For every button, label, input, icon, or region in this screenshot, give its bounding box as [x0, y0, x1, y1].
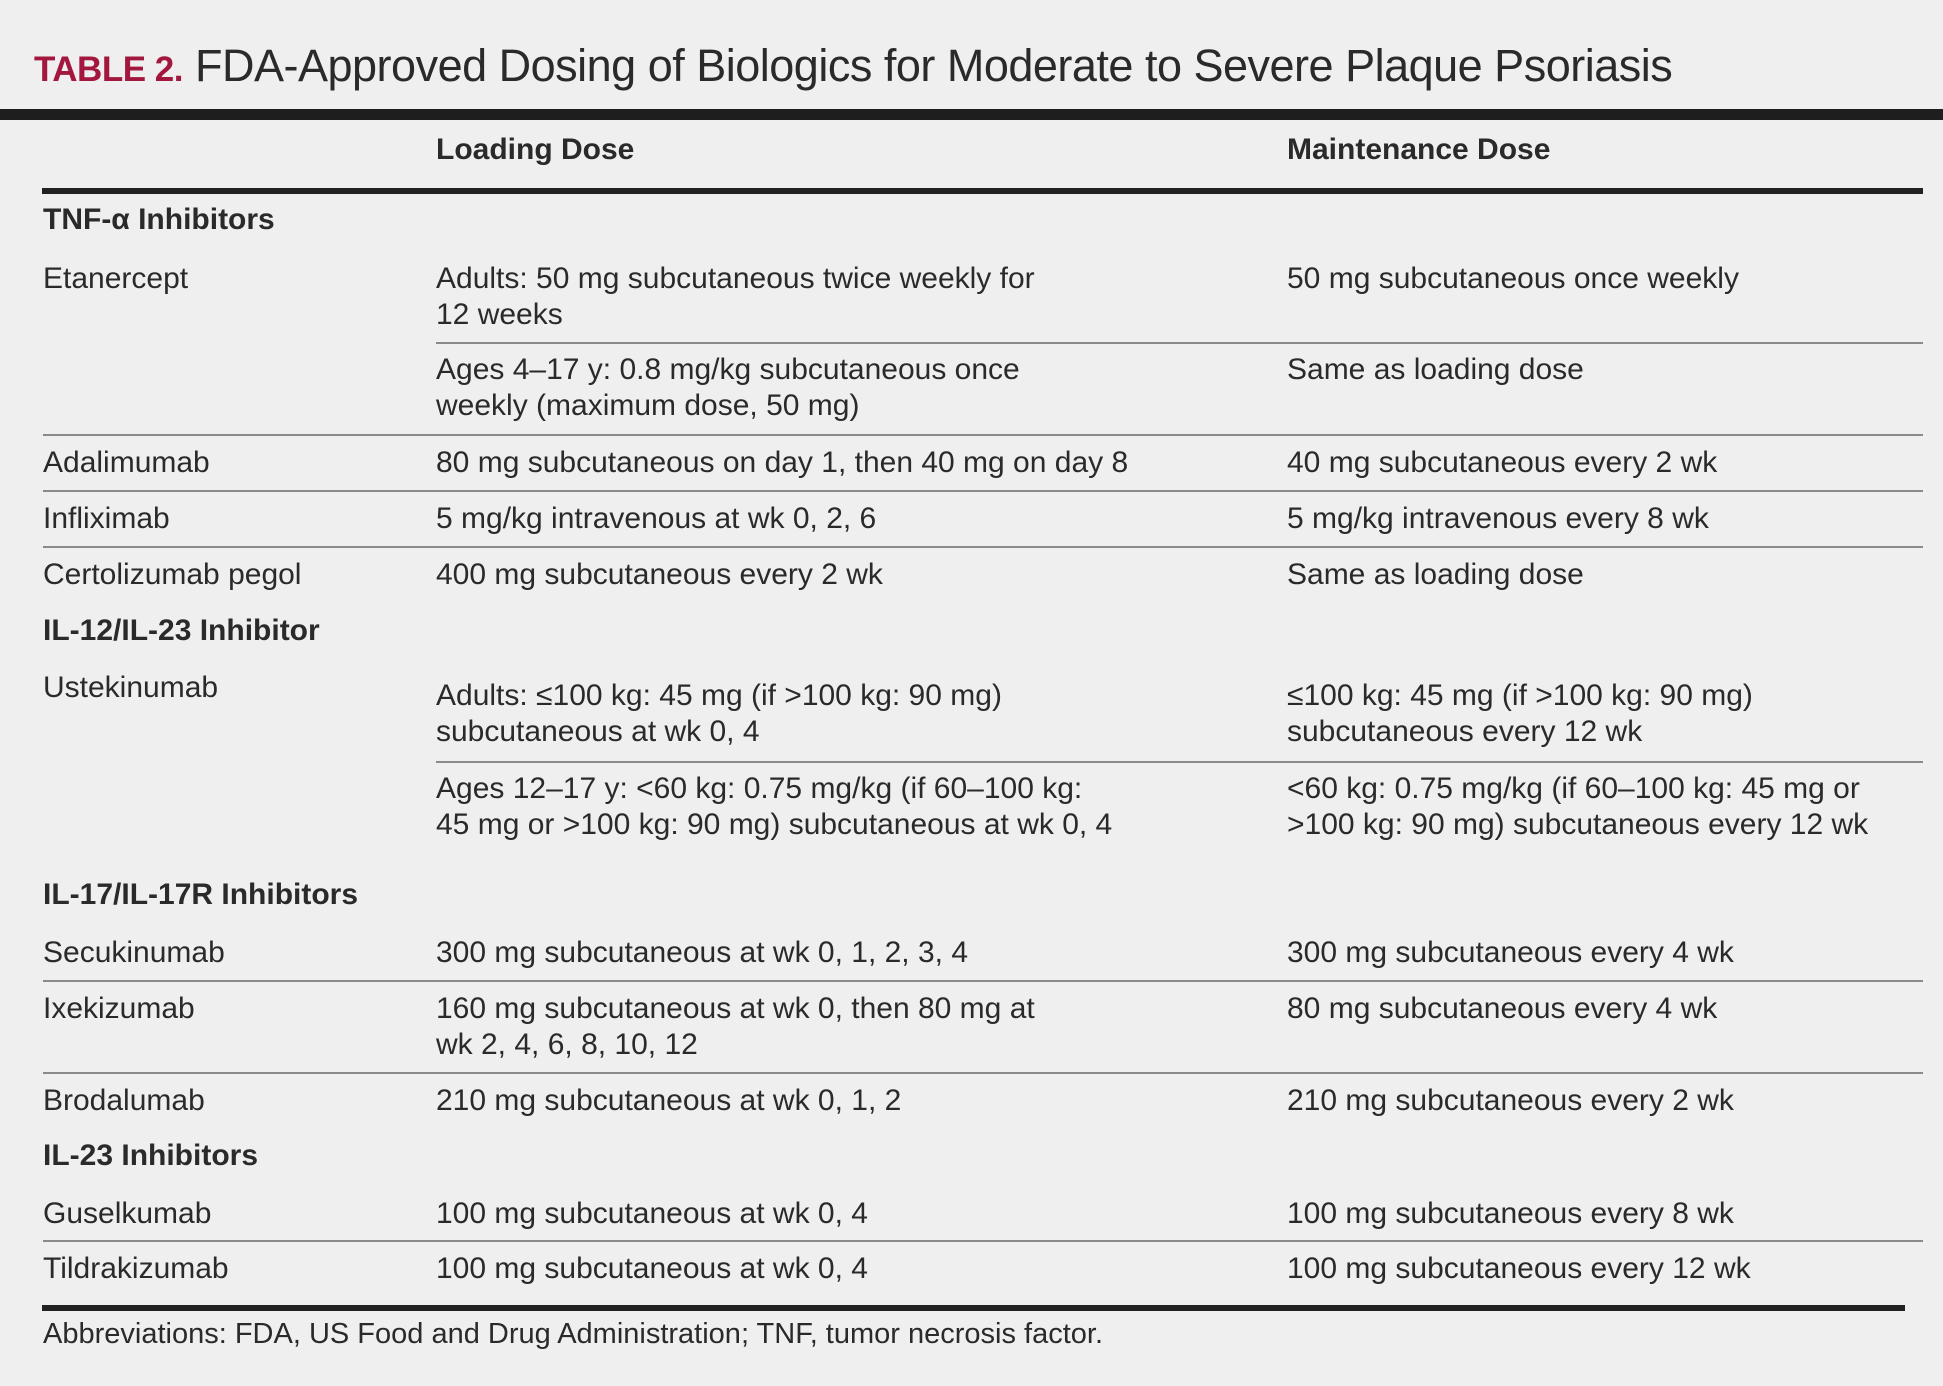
maintenance-dose: 100 mg subcutaneous every 8 wk: [1287, 1197, 1734, 1230]
group-tnf-inhibitors: TNF-α Inhibitors: [43, 203, 275, 236]
drug-name: Infliximab: [43, 502, 170, 535]
table-title-text: FDA-Approved Dosing of Biologics for Moderate to Severe Plaque Psoriasis: [195, 40, 1673, 91]
loading-dose: Ages 4–17 y: 0.8 mg/kg subcutaneous once weekly (maximum dose, 50 mg): [436, 353, 1020, 422]
maintenance-dose: ≤100 kg: 45 mg (if >100 kg: 90 mg) subcutaneous every 12 wk: [1287, 679, 1753, 748]
maintenance-dose: 100 mg subcutaneous every 12 wk: [1287, 1252, 1751, 1285]
top-rule: [0, 109, 1943, 120]
maintenance-dose: 50 mg subcutaneous once weekly: [1287, 262, 1739, 295]
drug-name: Tildrakizumab: [43, 1252, 229, 1285]
bottom-rule: [42, 1305, 1905, 1311]
loading-dose: 100 mg subcutaneous at wk 0, 4: [436, 1197, 868, 1230]
row-divider: [436, 342, 1923, 344]
drug-name: Secukinumab: [43, 936, 225, 969]
group-il17-inhibitors: IL-17/IL-17R Inhibitors: [43, 878, 359, 911]
loading-dose: 80 mg subcutaneous on day 1, then 40 mg on day 8: [436, 446, 1129, 479]
header-loading-dose: Loading Dose: [436, 133, 635, 166]
maintenance-dose: 80 mg subcutaneous every 4 wk: [1287, 992, 1718, 1025]
drug-name: Adalimumab: [43, 446, 210, 479]
loading-dose: 210 mg subcutaneous at wk 0, 1, 2: [436, 1084, 902, 1117]
drug-name: Ixekizumab: [43, 992, 195, 1025]
loading-dose: Ages 12–17 y: <60 kg: 0.75 mg/kg (if 60–100 kg: 45 mg or >100 kg: 90 mg) subcutaneous at wk 0, 4: [436, 772, 1113, 841]
table-title: [34, 40, 1672, 92]
maintenance-dose: Same as loading dose: [1287, 353, 1584, 386]
loading-dose: 300 mg subcutaneous at wk 0, 1, 2, 3, 4: [436, 936, 969, 969]
group-il12-il23-inhibitor: IL-12/IL-23 Inhibitor: [43, 614, 320, 647]
loading-dose: 100 mg subcutaneous at wk 0, 4: [436, 1252, 868, 1285]
row-divider: [43, 1072, 1923, 1074]
table-number: TABLE 2.: [34, 50, 183, 89]
drug-name: Certolizumab pegol: [43, 558, 302, 591]
drug-name: Etanercept: [43, 262, 189, 295]
loading-dose: Adults: 50 mg subcutaneous twice weekly for 12 weeks: [436, 262, 1035, 331]
row-divider: [43, 434, 1923, 436]
maintenance-dose: Same as loading dose: [1287, 558, 1584, 591]
row-divider: [43, 980, 1923, 982]
loading-dose: 400 mg subcutaneous every 2 wk: [436, 558, 883, 591]
loading-dose: 5 mg/kg intravenous at wk 0, 2, 6: [436, 502, 877, 535]
row-divider: [43, 490, 1923, 492]
drug-name: Ustekinumab: [43, 671, 219, 704]
maintenance-dose: 40 mg subcutaneous every 2 wk: [1287, 446, 1718, 479]
maintenance-dose: 210 mg subcutaneous every 2 wk: [1287, 1084, 1734, 1117]
loading-dose: Adults: ≤100 kg: 45 mg (if >100 kg: 90 mg) subcutaneous at wk 0, 4: [436, 679, 1002, 748]
row-divider: [43, 1240, 1923, 1242]
footnote-abbreviations: Abbreviations: FDA, US Food and Drug Administration; TNF, tumor necrosis factor.: [43, 1318, 1104, 1350]
header-rule: [42, 188, 1923, 194]
header-maintenance-dose: Maintenance Dose: [1287, 133, 1551, 166]
row-divider: [43, 546, 1923, 548]
maintenance-dose: 5 mg/kg intravenous every 8 wk: [1287, 502, 1709, 535]
drug-name: Brodalumab: [43, 1084, 205, 1117]
maintenance-dose: <60 kg: 0.75 mg/kg (if 60–100 kg: 45 mg or >100 kg: 90 mg) subcutaneous every 12 wk: [1287, 772, 1869, 841]
loading-dose: 160 mg subcutaneous at wk 0, then 80 mg at wk 2, 4, 6, 8, 10, 12: [436, 992, 1035, 1061]
maintenance-dose: 300 mg subcutaneous every 4 wk: [1287, 936, 1734, 969]
drug-name: Guselkumab: [43, 1197, 212, 1230]
row-divider: [436, 761, 1923, 763]
group-il23-inhibitors: IL-23 Inhibitors: [43, 1139, 259, 1172]
